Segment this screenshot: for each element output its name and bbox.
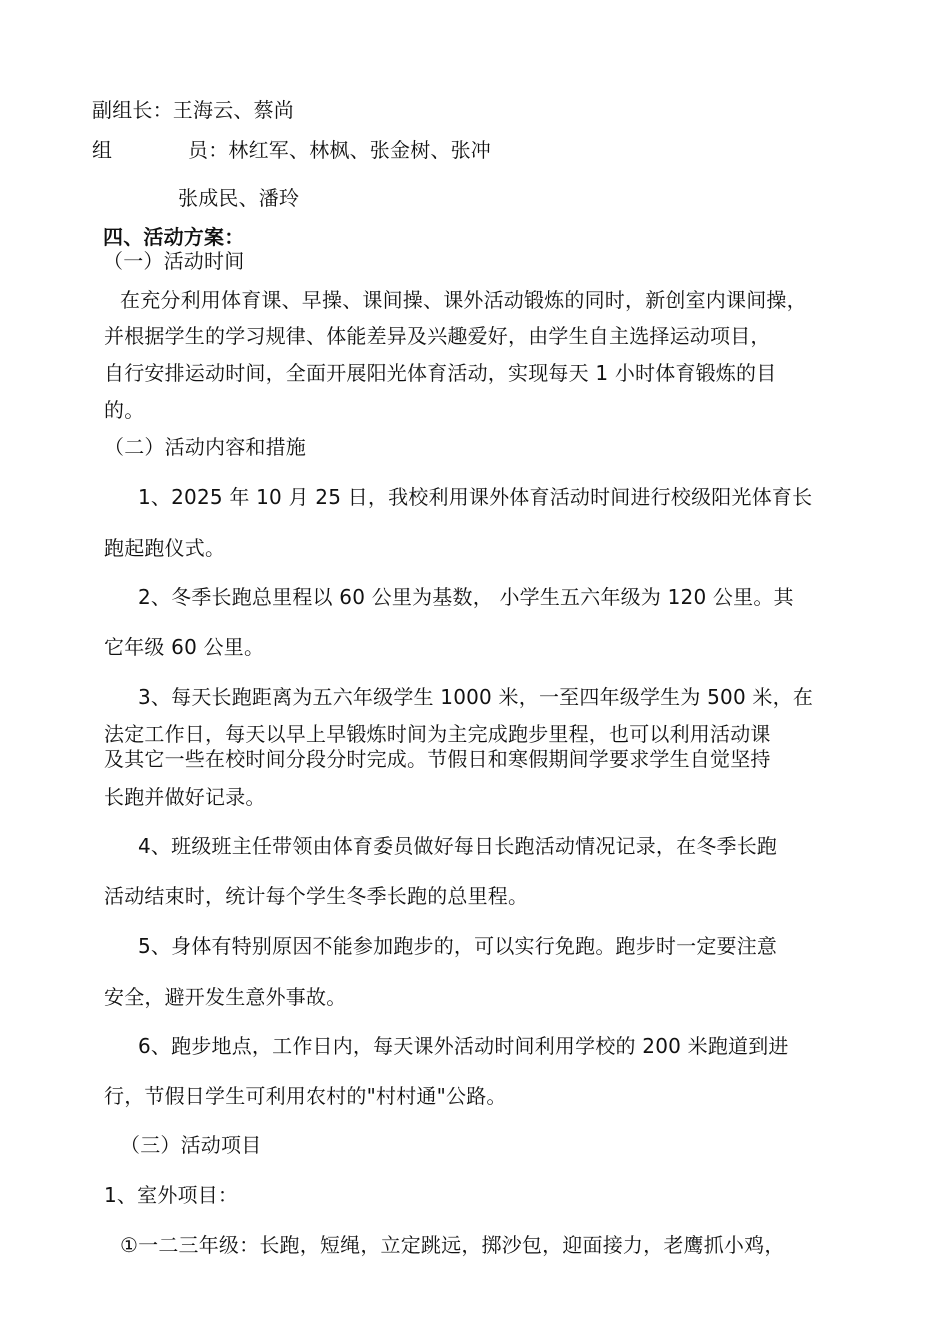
paragraph-line: 的。 <box>104 398 145 422</box>
measure-item-2: 2、冬季长跑总里程以 60 公里为基数， 小学生五六年级为 120 公里。其 <box>138 585 794 609</box>
deputy-leader-line: 副组长：王海云、蔡尚 <box>92 98 294 122</box>
members-label: 组 <box>92 138 113 162</box>
section-heading: 四、活动方案： <box>103 225 245 249</box>
measure-item-3: 3、每天长跑距离为五六年级学生 1000 米，一至四年级学生为 500 米，在 <box>138 685 814 709</box>
measure-item-6-cont: 行，节假日学生可利用农村的"村村通"公路。 <box>104 1084 507 1108</box>
members-line <box>92 138 491 162</box>
outdoor-items-heading: 1、室外项目： <box>104 1183 239 1207</box>
measure-item-5: 5、身体有特别原因不能参加跑步的，可以实行免跑。跑步时一定要注意 <box>138 934 778 958</box>
subsection-heading-items: （三）活动项目 <box>120 1133 262 1157</box>
paragraph-line: 在充分利用体育课、早操、课间操、课外活动锻炼的同时，新创室内课间操， <box>120 288 807 312</box>
measure-item-3-cont: 长跑并做好记录。 <box>104 785 266 809</box>
subsection-heading-content: （二）活动内容和措施 <box>104 435 306 459</box>
measure-item-6: 6、跑步地点，工作日内，每天课外活动时间利用学校的 200 米跑道到进 <box>138 1034 789 1058</box>
measure-item-3-cont: 法定工作日，每天以早上早锻炼时间为主完成跑步里程，也可以利用活动课 <box>104 722 771 746</box>
paragraph-line: 并根据学生的学习规律、体能差异及兴趣爱好，由学生自主选择运动项目， <box>104 324 771 348</box>
members-line-2: 张成民、潘玲 <box>178 186 300 210</box>
measure-item-4: 4、班级班主任带领由体育委员做好每日长跑活动情况记录，在冬季长跑 <box>138 834 778 858</box>
outdoor-item-grade-1-3: ①一二三年级：长跑，短绳，立定跳远，掷沙包，迎面接力，老鹰抓小鸡， <box>120 1233 785 1257</box>
measure-item-3-cont: 及其它一些在校时间分段分时完成。节假日和寒假期间学要求学生自觉坚持 <box>104 747 771 771</box>
measure-item-4-cont: 活动结束时，统计每个学生冬季长跑的总里程。 <box>104 884 529 908</box>
measure-item-2-cont: 它年级 60 公里。 <box>104 635 265 659</box>
paragraph-line: 自行安排运动时间，全面开展阳光体育活动，实现每天 1 小时体育锻炼的目 <box>104 361 777 385</box>
subsection-heading-time: （一）活动时间 <box>103 249 245 273</box>
measure-item-1: 1、2025 年 10 月 25 日，我校利用课外体育活动时间进行校级阳光体育长 <box>138 485 813 509</box>
members-list: 员：林红军、林枫、张金树、张冲 <box>188 138 491 162</box>
measure-item-1-cont: 跑起跑仪式。 <box>104 536 226 560</box>
measure-item-5-cont: 安全，避开发生意外事故。 <box>104 985 347 1009</box>
